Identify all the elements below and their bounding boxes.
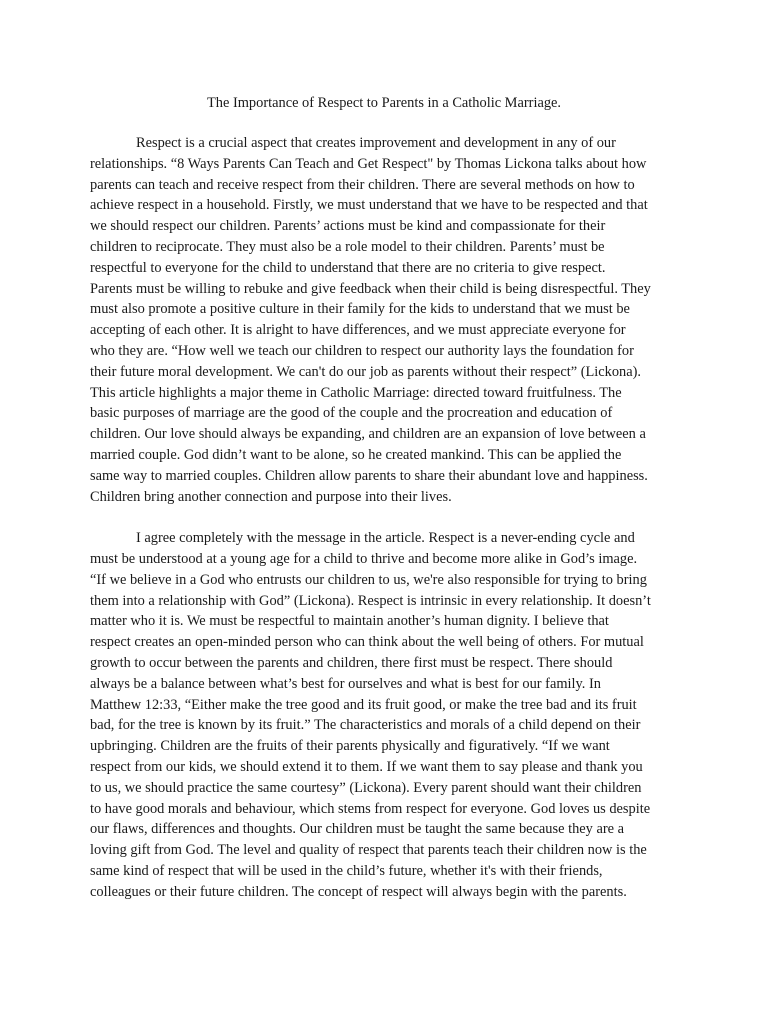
paragraph-line: our flaws, differences and thoughts. Our children must be taught the same because they are a bbox=[90, 821, 625, 838]
paragraph-line: who they are. “How well we teach our children to respect our authority lays the foundation for bbox=[90, 342, 634, 359]
paragraph-line: children. Our love should always be expanding, and children are an expansion of love between a bbox=[90, 426, 646, 443]
paragraph-line: must also promote a positive culture in their family for the kids to understand that we must be bbox=[90, 301, 630, 318]
paragraph-line: accepting of each other. It is alright to have differences, and we must appreciate everyone for bbox=[90, 322, 626, 339]
paragraph-line: This article highlights a major theme in Catholic Marriage: directed toward fruitfulness. The bbox=[90, 384, 622, 401]
paragraph-line: Respect is a crucial aspect that creates improvement and development in any of our bbox=[136, 135, 616, 151]
paragraph-line: must be understood at a young age for a child to thrive and become more alike in God’s image. bbox=[90, 550, 638, 567]
paragraph-1 bbox=[90, 133, 680, 507]
paragraph-line: matter who it is. We must be respectful to maintain another’s human dignity. I believe that bbox=[90, 613, 609, 630]
document-title: The Importance of Respect to Parents in a Catholic Marriage. bbox=[206, 95, 562, 111]
paragraph-line: to have good morals and behaviour, which stems from respect for everyone. God loves us despite bbox=[90, 800, 651, 817]
paragraph-2 bbox=[90, 528, 680, 902]
paragraph-line: Parents must be willing to rebuke and give feedback when their child is being disrespectful. They bbox=[90, 280, 651, 297]
paragraph-line: same kind of respect that will be used in the child’s future, whether it's with their friends, bbox=[90, 862, 603, 879]
paragraph-line: children to reciprocate. They must also be a role model to their children. Parents’ must be bbox=[90, 238, 605, 255]
paragraph-line: Children bring another connection and purpose into their lives. bbox=[90, 488, 452, 505]
paragraph-line: achieve respect in a household. Firstly, we must understand that we have to be respected and that bbox=[90, 197, 648, 214]
paragraph-line: Matthew 12:33, “Either make the tree good and its fruit good, or make the tree bad and its fruit bbox=[90, 696, 637, 713]
paragraph-line: “If we believe in a God who entrusts our children to us, we're also responsible for trying to bring bbox=[90, 571, 647, 588]
document-body bbox=[90, 133, 680, 923]
paragraph-line: parents can teach and receive respect from their children. There are several methods on how to bbox=[90, 176, 635, 193]
paragraph-line: I agree completely with the message in the article. Respect is a never-ending cycle and bbox=[136, 530, 635, 547]
paragraph-line: respectful to everyone for the child to understand that there are no criteria to give respect. bbox=[90, 259, 606, 276]
paragraph-line: their future moral development. We can't do our job as parents without their respect” (Lickona). bbox=[90, 363, 642, 380]
paragraph-line: bad, for the tree is known by its fruit.” The characteristics and morals of a child depend on their bbox=[90, 717, 641, 734]
paragraph-line: them into a relationship with God” (Lickona). Respect is intrinsic in every relationship. It doesn’t bbox=[90, 592, 651, 609]
paragraph-line: respect from our kids, we should extend it to them. If we want them to say please and thank you bbox=[90, 758, 643, 775]
paragraph-line: always be a balance between what’s best for ourselves and what is best for our family. In bbox=[90, 675, 601, 692]
paragraph-line: same way to married couples. Children allow parents to share their abundant love and happiness. bbox=[90, 467, 648, 484]
paragraph-line: colleagues or their future children. The concept of respect will always begin with the parents. bbox=[90, 883, 627, 900]
paragraph-line: basic purposes of marriage are the good of the couple and the procreation and education of bbox=[90, 405, 613, 422]
paragraph-line: respect creates an open-minded person who can think about the well being of others. For mutual bbox=[90, 634, 644, 651]
paragraph-line: growth to occur between the parents and children, there first must be respect. There should bbox=[90, 654, 613, 671]
paragraph-line: married couple. God didn’t want to be alone, so he created mankind. This can be applied the bbox=[90, 446, 622, 463]
paragraph-line: relationships. “8 Ways Parents Can Teach and Get Respect" by Thomas Lickona talks about how bbox=[90, 155, 647, 172]
paragraph-line: upbringing. Children are the fruits of their parents physically and figuratively. “If we want bbox=[90, 738, 610, 755]
paragraph-line: to us, we should practice the same courtesy” (Lickona). Every parent should want their children bbox=[90, 779, 642, 796]
paragraph-line: we should respect our children. Parents’ actions must be kind and compassionate for their bbox=[90, 218, 606, 235]
paragraph-line: loving gift from God. The level and quality of respect that parents teach their children now is the bbox=[90, 842, 647, 859]
